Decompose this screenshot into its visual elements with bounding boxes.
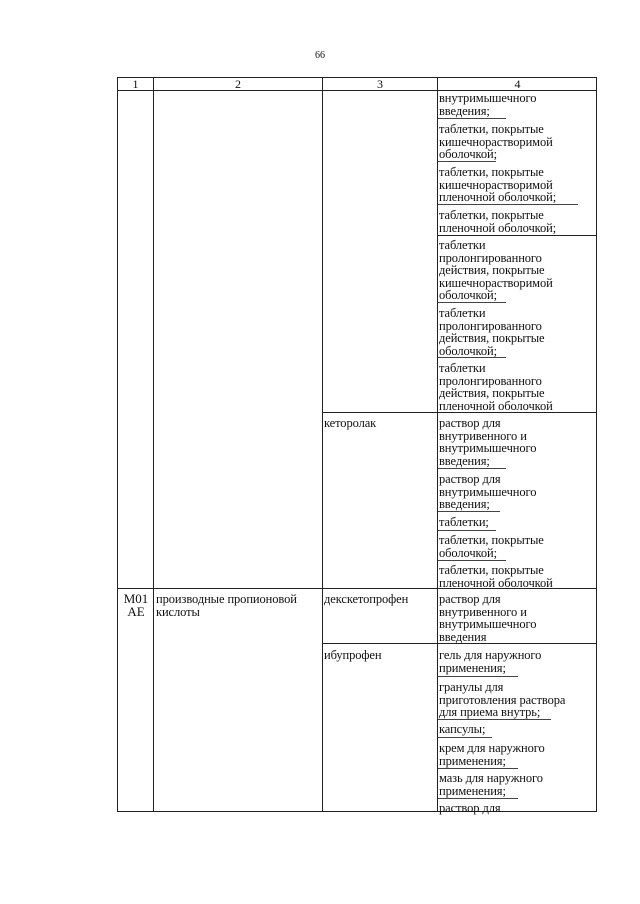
dosage-form: раствор для [439,801,501,815]
row-separator [322,412,596,413]
form-underline [438,676,518,677]
column-header-3: 3 [377,77,383,91]
drug-name-dexketoprofen: декскетопрофен [324,592,409,606]
form-underline [438,161,496,162]
dosage-form: таблетки, покрытые кишечнорастворимой оболочкой; [439,122,553,161]
dosage-form: таблетки, покрытые кишечнорастворимой пленочной оболочкой; [439,165,557,204]
atc-code-line1: M01 [123,591,149,606]
form-underline [438,511,500,512]
column-header-1: 1 [132,77,139,91]
dosage-form: гель для наружного применения; [439,648,542,675]
group-name [156,593,322,618]
drug-table [117,77,597,815]
dosage-form: таблетки, покрытые пленочной оболочкой [439,563,553,590]
column-header-2: 2 [235,77,241,91]
dosage-form: таблетки, покрытые пленочной оболочкой; [439,208,557,235]
column-divider-2 [322,78,323,811]
form-underline [438,118,506,119]
column-divider-1 [153,78,154,811]
row-separator [118,588,596,589]
dosage-form: крем для наружного применения; [439,741,545,768]
form-underline [438,302,506,303]
dosage-form: таблетки, покрытые оболочкой; [439,533,544,560]
drug-name-ketorolac: кеторолак [324,416,377,430]
form-underline [438,468,506,469]
dosage-form: мазь для наружного применения; [439,771,543,798]
atc-code [120,592,152,618]
group-name-line2: кислоты [156,604,200,619]
dosage-form: капсулы; [439,722,486,736]
form-underline [438,357,506,358]
form-underline [438,798,518,799]
form-underline [438,719,551,720]
row-separator [322,643,596,644]
form-underline [438,737,492,738]
dosage-form: раствор для внутримышечного введения; [439,472,537,511]
page-number: 66 [315,50,325,61]
form-underline [438,530,496,531]
dosage-form: таблетки пролонгированного действия, покрытые кишечнорастворимой оболочкой; [439,238,553,302]
dosage-form: раствор для внутривенного и внутримышечного введения; [439,416,537,468]
dosage-form: таблетки пролонгированного действия, покрытые пленочной оболочкой [439,361,553,413]
row-separator [438,235,596,236]
atc-code-line2: AE [127,604,145,619]
dosage-form: раствор для внутривенного и внутримышечного введения [439,592,537,644]
form-underline [438,560,506,561]
column-divider-3 [437,78,438,811]
dosage-form: таблетки; [439,515,489,529]
form-underline [438,204,578,205]
dosage-form: внутримышечного введения; [439,91,537,118]
dosage-form: таблетки пролонгированного действия, покрытые оболочкой; [439,306,545,358]
group-name-line1: производные пропионовой [156,592,297,606]
form-underline [438,768,518,769]
dosage-form: гранулы для приготовления раствора для приема внутрь; [439,680,566,719]
column-header-4: 4 [514,77,521,91]
drug-name-ibuprofen: ибупрофен [324,648,382,662]
